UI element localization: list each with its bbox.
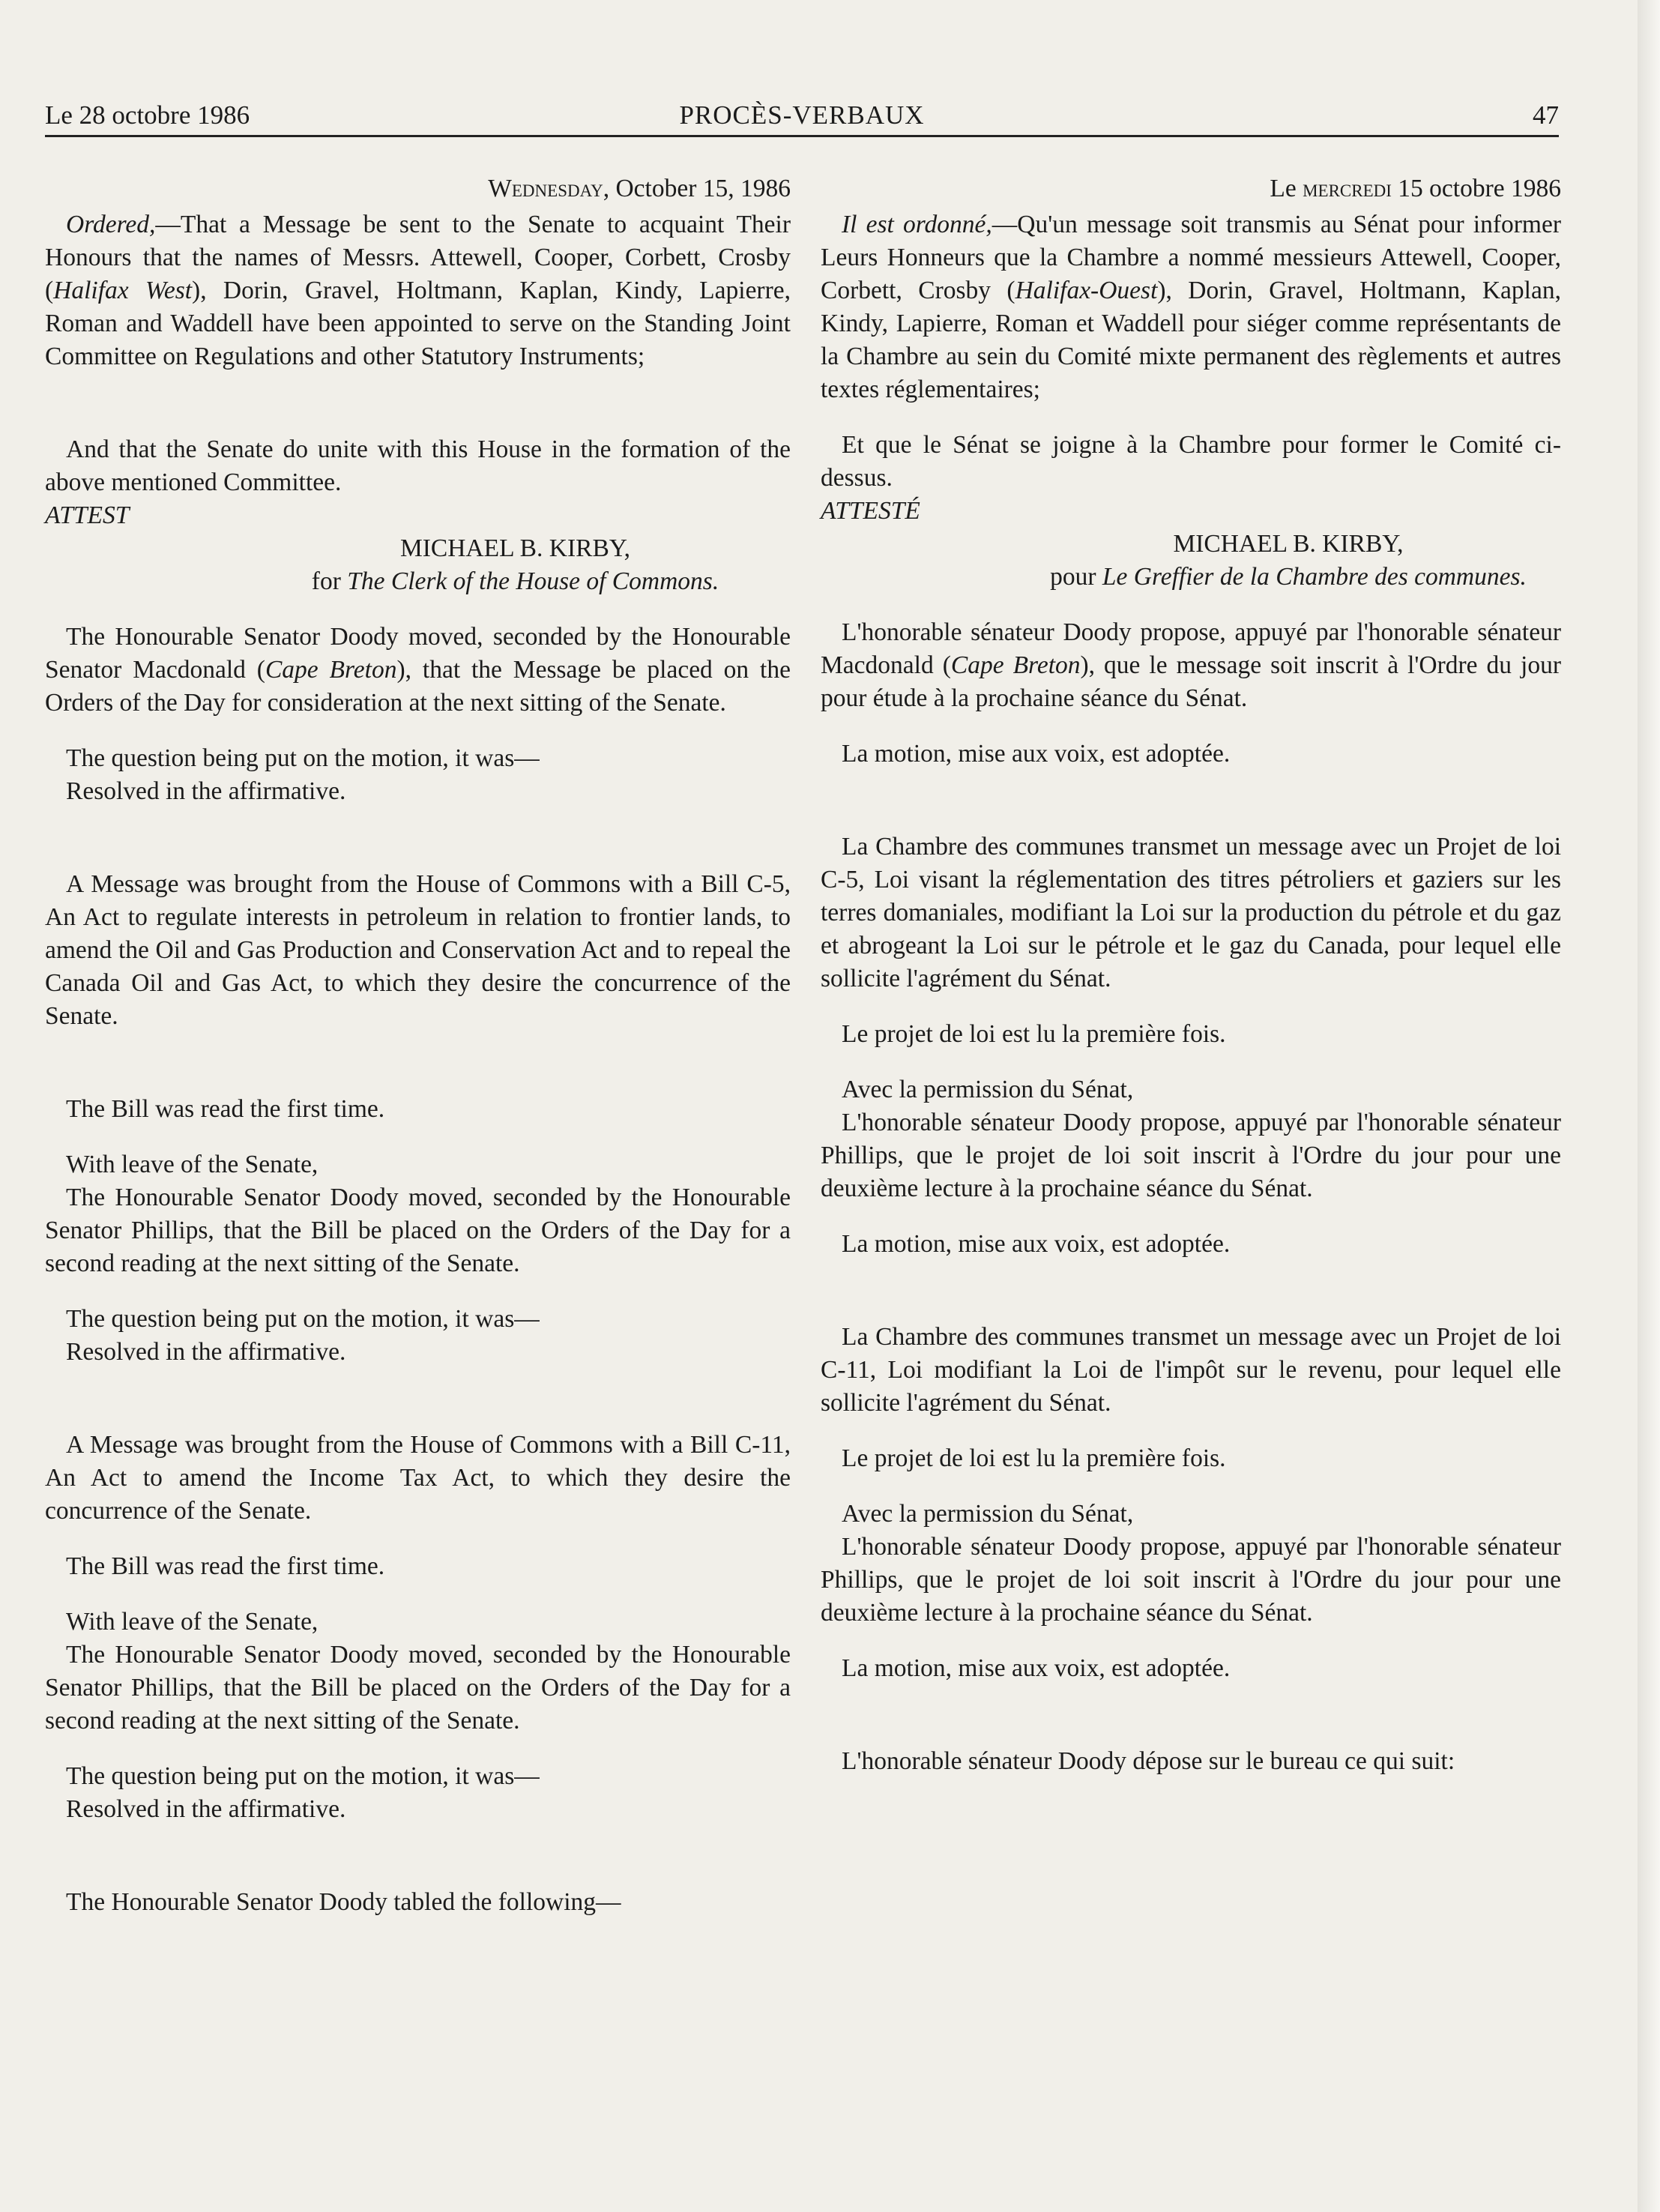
header-title: PROCÈS-VERBAUX	[679, 100, 925, 130]
first-reading-line: Le projet de loi est lu la première fois.	[842, 1444, 1226, 1472]
riding-name: Halifax West	[53, 277, 193, 304]
second-reading-motion: L'honorable sénateur Doody propose, appuyé par l'honorable sénateur Phillips, que le projet de loi soit inscrit à l'Ordre du jour pour une deuxième lecture à la prochaine séance du Sénat.	[821, 1533, 1561, 1627]
page-edge	[1638, 0, 1660, 2212]
second-reading-motion: The Honourable Senator Doody moved, seconded by the Honourable Senator Phillips, that the Bill be placed on the Orders of the Day for a second reading at the next sitting of the Senate.	[45, 1184, 791, 1277]
dateline-weekday: Wednesday	[488, 175, 603, 202]
dateline-date: , October 15, 1986	[603, 175, 791, 202]
bill-c11-message: A Message was brought from the House of Commons with a Bill C-11, An Act to amend the Income Tax Act, to which they desire the concurrence of the Senate.	[45, 1431, 791, 1525]
tabled-line: The Honourable Senator Doody tabled the following—	[66, 1888, 621, 1916]
first-reading-line: Le projet de loi est lu la première fois.	[842, 1020, 1226, 1048]
attest-label: ATTEST	[45, 501, 130, 529]
order-lead: Ordered,	[66, 211, 156, 238]
first-reading-line: The Bill was read the first time.	[66, 1552, 385, 1580]
tabled-line: L'honorable sénateur Doody dépose sur le bureau ce qui suit:	[842, 1747, 1455, 1775]
bill-c5-message: La Chambre des communes transmet un message avec un Projet de loi C-5, Loi visant la réglementation des titres pétroliers et gaziers sur les terres domaniales, modifiant la Loi sur la production du pétrole et du gaz et abrogeant la Loi sur le pétrole et le gaz du Canada, pour lequel elle sollicite l'agrément du Sénat.	[821, 833, 1561, 992]
question-line: The question being put on the motion, it was—	[66, 744, 540, 772]
signer-title: for The Clerk of the House of Commons.	[311, 567, 719, 595]
attest-label: ATTESTÉ	[821, 497, 920, 525]
english-dateline	[45, 172, 791, 205]
signer-title: pour Le Greffier de la Chambre des communes.	[1050, 563, 1527, 591]
unite-paragraph: And that the Senate do unite with this House in the formation of the above mentioned Committee.	[45, 436, 791, 496]
leave-line: With leave of the Senate,	[66, 1608, 319, 1636]
header-date: Le 28 octobre 1986	[45, 100, 250, 130]
signer-name: MICHAEL B. KIRBY,	[399, 534, 631, 562]
adopted-line: La motion, mise aux voix, est adoptée.	[842, 1654, 1231, 1682]
motion-paragraph: The Honourable Senator Doody moved, seconded by the Honourable Senator Macdonald (Cape Breton), that the Message be placed on the Orders of the Day for consideration at the next sitting of the Senate.	[45, 623, 791, 717]
question-line: The question being put on the motion, it was—	[66, 1762, 540, 1790]
bill-c5-message: A Message was brought from the House of Commons with a Bill C-5, An Act to regulate interests in petroleum in relation to frontier lands, to amend the Oil and Gas Production and Conservation Act and to repeal the Canada Oil and Gas Act, to which they desire the concurrence of the Senate.	[45, 870, 791, 1030]
first-reading-line: The Bill was read the first time.	[66, 1095, 385, 1123]
adopted-line: La motion, mise aux voix, est adoptée.	[842, 1230, 1231, 1258]
adopted-line: La motion, mise aux voix, est adoptée.	[842, 740, 1231, 768]
leave-line: With leave of the Senate,	[66, 1151, 319, 1178]
english-column	[45, 172, 791, 1919]
motion-paragraph: L'honorable sénateur Doody propose, appuyé par l'honorable sénateur Macdonald (Cape Breton), que le message soit inscrit à l'Ordre du jour pour étude à la prochaine séance du Sénat.	[821, 618, 1562, 712]
resolved-line: Resolved in the affirmative.	[66, 777, 346, 805]
question-line: The question being put on the motion, it was—	[66, 1305, 540, 1333]
resolved-line: Resolved in the affirmative.	[66, 1338, 346, 1366]
second-reading-motion: The Honourable Senator Doody moved, seconded by the Honourable Senator Phillips, that the Bill be placed on the Orders of the Day for a second reading at the next sitting of the Senate.	[45, 1641, 791, 1735]
page-number: 47	[1533, 100, 1559, 130]
leave-line: Avec la permission du Sénat,	[842, 1076, 1134, 1103]
running-header	[45, 97, 1559, 137]
resolved-line: Resolved in the affirmative.	[66, 1795, 346, 1823]
leave-line: Avec la permission du Sénat,	[842, 1500, 1134, 1528]
unite-paragraph: Et que le Sénat se joigne à la Chambre pour former le Comité ci-dessus.	[821, 431, 1561, 492]
french-column	[821, 172, 1561, 1778]
signer-name: MICHAEL B. KIRBY,	[1173, 530, 1404, 558]
french-dateline: Le mercredi 15 octobre 1986	[1270, 175, 1561, 202]
bill-c11-message: La Chambre des communes transmet un message avec un Projet de loi C-11, Loi modifiant la Loi de l'impôt sur le revenu, pour lequel elle sollicite l'agrément du Sénat.	[821, 1323, 1561, 1417]
order-paragraph: Ordered,—That a Message be sent to the Senate to acquaint Their Honours that the names of Messrs. Attewell, Cooper, Corbett, Crosby (Halifax West), Dorin, Gravel, Holtmann, Kaplan, Kindy, Lapierre, Roman and Waddell have been appointed to serve on the Standing Joint Committee on Regulations and other Statutory Instruments;	[45, 211, 791, 370]
order-paragraph: Il est ordonné,—Qu'un message soit transmis au Sénat pour informer Leurs Honneurs que la Chambre a nommé messieurs Attewell, Cooper, Corbett, Crosby (Halifax-Ouest), Dorin, Gravel, Holtmann, Kaplan, Kindy, Lapierre, Roman et Waddell pour siéger comme représentants de la Chambre au sein du Comité mixte permanent des règlements et autres textes réglementaires;	[821, 211, 1561, 403]
second-reading-motion: L'honorable sénateur Doody propose, appuyé par l'honorable sénateur Phillips, que le projet de loi soit inscrit à l'Ordre du jour pour une deuxième lecture à la prochaine séance du Sénat.	[821, 1109, 1561, 1202]
